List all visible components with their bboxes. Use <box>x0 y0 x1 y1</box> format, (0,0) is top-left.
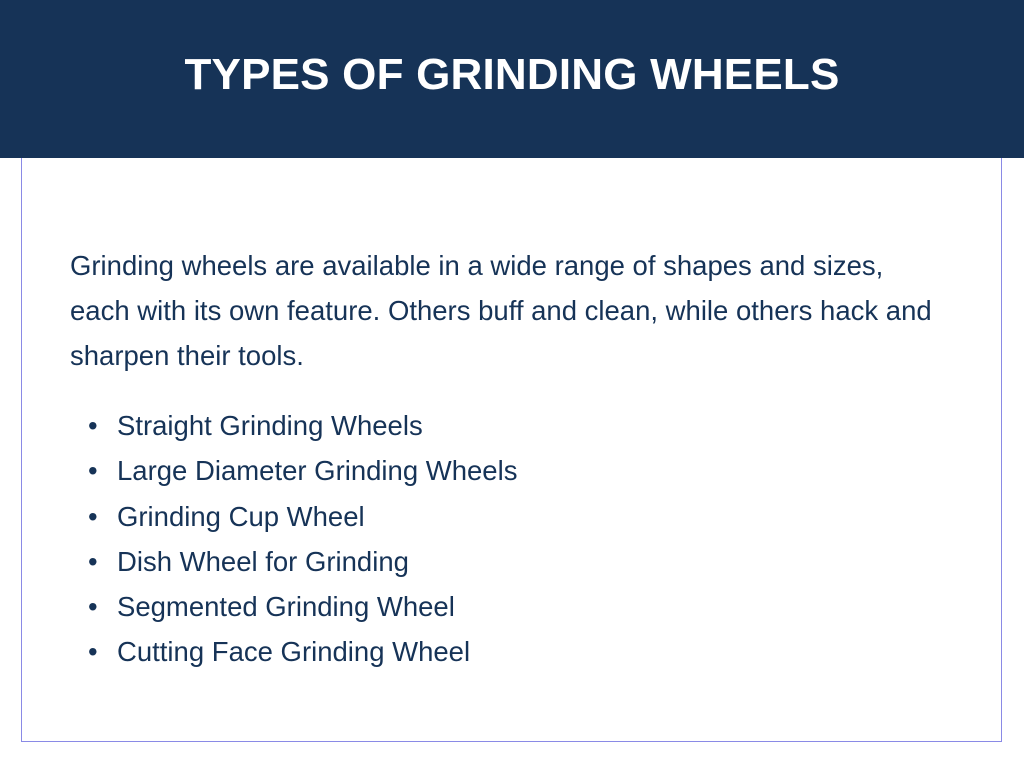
bullet-icon: • <box>88 455 98 487</box>
bullet-icon: • <box>88 500 98 532</box>
list-item <box>88 629 517 674</box>
bullet-icon: • <box>88 410 98 441</box>
title-banner <box>0 0 1024 158</box>
slide-title: TYPES OF GRINDING WHEELS <box>184 50 840 99</box>
bullet-list <box>88 403 517 675</box>
list-item-label: Cutting Face Grinding Wheel <box>117 636 471 668</box>
intro-paragraph: Grinding wheels are available in a wide range of shapes and sizes, each with its own feature. Others buff and clean, while others hack and sharpen their tools. <box>70 250 932 371</box>
list-item <box>88 539 517 584</box>
list-item-label: Segmented Grinding Wheel <box>117 591 455 623</box>
bullet-icon: • <box>88 545 98 577</box>
bullet-icon: • <box>88 591 98 623</box>
list-item-label: Straight Grinding Wheels <box>117 410 423 441</box>
list-item <box>88 494 517 539</box>
list-item <box>88 448 517 493</box>
list-item-label: Large Diameter Grinding Wheels <box>117 455 518 487</box>
bullet-icon: • <box>88 636 98 668</box>
list-item-label: Dish Wheel for Grinding <box>117 545 409 577</box>
list-item <box>88 403 517 448</box>
list-item <box>88 584 517 629</box>
list-item-label: Grinding Cup Wheel <box>117 500 365 532</box>
